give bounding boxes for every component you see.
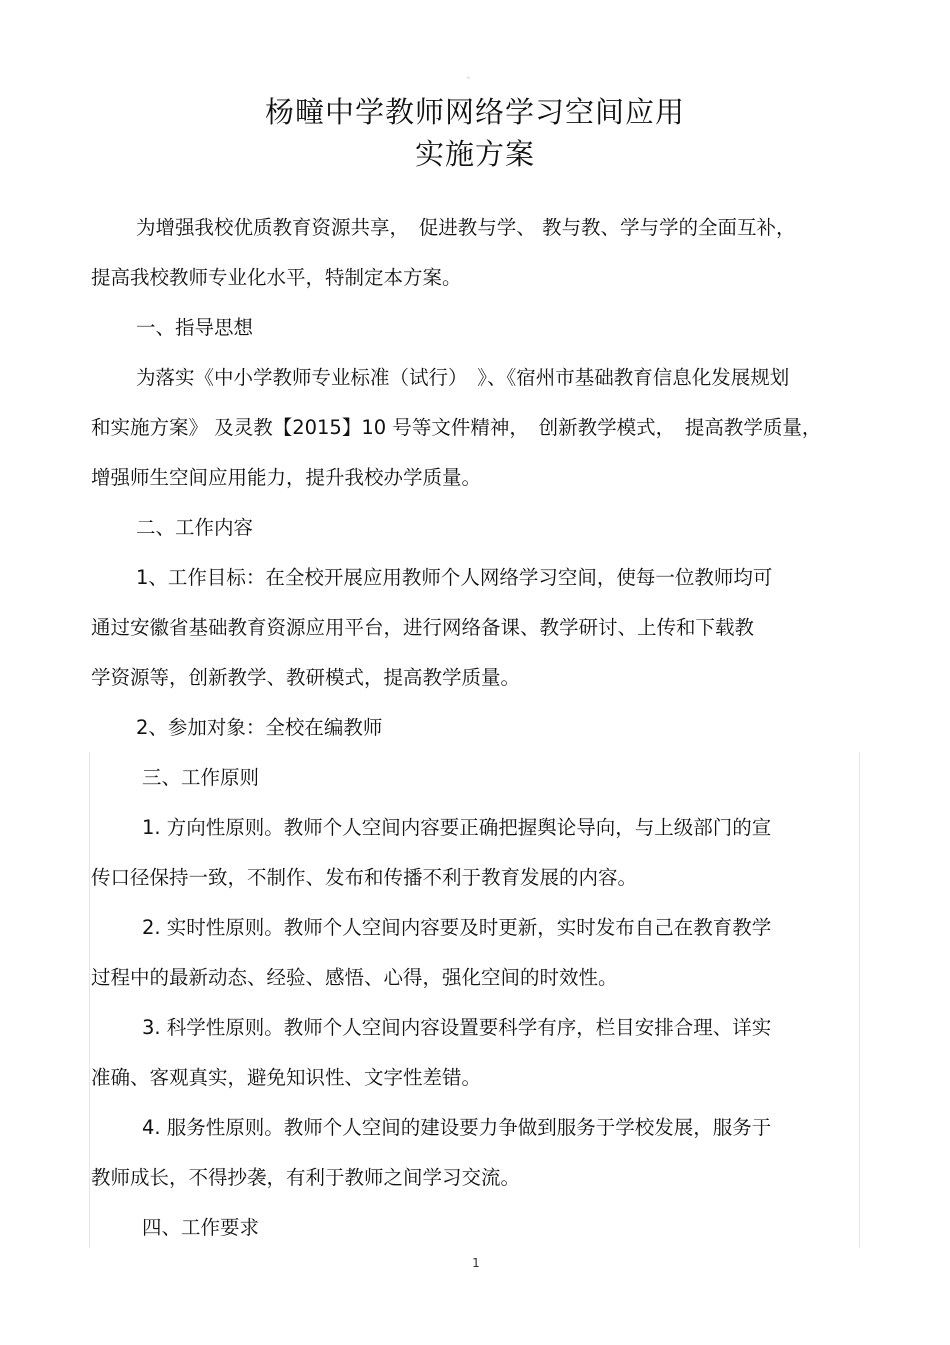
principle-service-line: 教师成长，不得抄袭，有利于教师之间学习交流。	[91, 1166, 521, 1189]
guiding-paragraph-line: 和实施方案》 及灵教【2015】10 号等文件精神， 创新教学模式， 提高教学质量，	[91, 416, 822, 439]
section-heading-guiding-thought: 一、指导思想	[136, 316, 254, 339]
frame-right-border	[859, 752, 860, 1248]
frame-left-border	[89, 752, 90, 1248]
guiding-paragraph-line: 增强师生空间应用能力，提升我校办学质量。	[91, 466, 482, 489]
principle-timeliness-line: 过程中的最新动态、经验、感悟、心得，强化空间的时效性。	[91, 966, 618, 989]
work-goal-line: 1、工作目标：在全校开展应用教师个人网络学习空间，使每一位教师均可	[136, 566, 773, 589]
page-number: 1	[472, 1256, 480, 1270]
guiding-paragraph-line: 为落实《中小学教师专业标准（试行） 》、《宿州市基础教育信息化发展规划	[136, 366, 790, 389]
principle-direction-line: 1. 方向性原则。教师个人空间内容要正确把握舆论导向，与上级部门的宣	[142, 816, 772, 839]
participants-line: 2、参加对象：全校在编教师	[136, 716, 383, 739]
document-subtitle: 实施方案	[414, 137, 535, 171]
work-goal-line: 学资源等，创新教学、教研模式，提高教学质量。	[91, 666, 521, 689]
work-goal-line: 通过安徽省基础教育资源应用平台，进行网络备课、教学研讨、上传和下载教	[91, 616, 755, 639]
section-heading-work-content: 二、工作内容	[136, 516, 254, 539]
principle-service-line: 4. 服务性原则。教师个人空间的建设要力争做到服务于学校发展，服务于	[142, 1116, 772, 1139]
section-heading-requirements: 四、工作要求	[142, 1216, 260, 1239]
principle-timeliness-line: 2. 实时性原则。教师个人空间内容要及时更新，实时发布自己在教育教学	[142, 916, 772, 939]
document-title: 杨疃中学教师网络学习空间应用	[264, 95, 685, 129]
intro-paragraph-line: 为增强我校优质教育资源共享， 促进教与学、 教与教、学与学的全面互补，	[136, 216, 796, 239]
principle-direction-line: 传口径保持一致，不制作、发布和传播不利于教育发展的内容。	[91, 866, 638, 889]
header-mark: 。	[467, 71, 475, 80]
principle-scientific-line: 准确、客观真实，避免知识性、文字性差错。	[91, 1066, 482, 1089]
intro-paragraph-line: 提高我校教师专业化水平，特制定本方案。	[91, 266, 462, 289]
principle-scientific-line: 3. 科学性原则。教师个人空间内容设置要科学有序，栏目安排合理、详实	[142, 1016, 772, 1039]
section-heading-principles: 三、工作原则	[142, 766, 260, 789]
